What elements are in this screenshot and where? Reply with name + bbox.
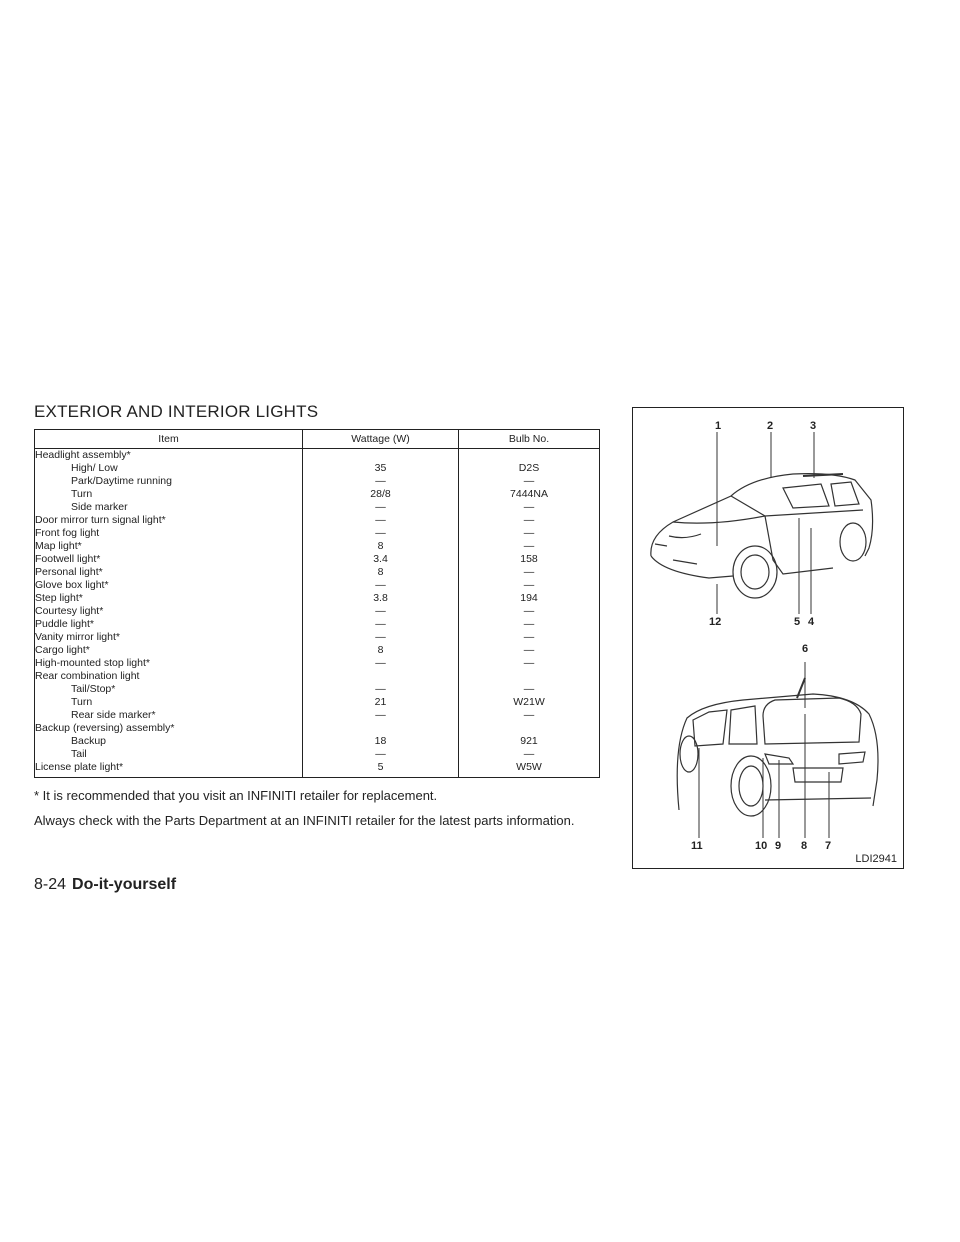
row-wattage: — [303, 748, 459, 761]
row-wattage: 8 [303, 566, 459, 579]
table-row [35, 709, 600, 722]
callout-9: 9 [775, 840, 782, 852]
row-wattage: 3.4 [303, 553, 459, 566]
callout-2: 2 [767, 420, 774, 432]
table-row [35, 566, 600, 579]
row-wattage: — [303, 527, 459, 540]
row-item: Rear combination light [35, 670, 140, 682]
row-bulb: — [459, 540, 600, 553]
row-item: Rear side marker* [71, 709, 156, 721]
row-wattage [303, 670, 459, 683]
row-item: Door mirror turn signal light* [35, 514, 166, 526]
row-bulb: — [459, 631, 600, 644]
table-row [35, 761, 600, 778]
callout-5: 5 [794, 616, 801, 628]
table-row [35, 618, 600, 631]
section-title: EXTERIOR AND INTERIOR LIGHTS [34, 402, 319, 421]
row-item: Tail [71, 748, 87, 760]
row-bulb: 158 [459, 553, 600, 566]
row-item: Map light* [35, 540, 82, 552]
row-item: Step light* [35, 592, 83, 604]
page-footer [34, 876, 176, 894]
row-wattage: — [303, 631, 459, 644]
page-number: 8-24 [34, 876, 67, 893]
row-item: Turn [71, 696, 93, 708]
table-row [35, 670, 600, 683]
row-wattage [303, 722, 459, 735]
row-bulb: D2S [459, 462, 600, 475]
row-item: Glove box light* [35, 579, 109, 591]
table-row [35, 462, 600, 475]
row-bulb: 921 [459, 735, 600, 748]
header-bulb: Bulb No. [459, 430, 600, 449]
row-wattage: 28/8 [303, 488, 459, 501]
row-bulb: — [459, 579, 600, 592]
table-row [35, 449, 600, 463]
row-item: License plate light* [35, 761, 124, 773]
row-wattage: 8 [303, 644, 459, 657]
figure-id: LDI2941 [855, 853, 897, 865]
row-wattage: — [303, 605, 459, 618]
header-item: Item [35, 430, 303, 449]
front-vehicle-body [651, 474, 873, 556]
table-row [35, 735, 600, 748]
row-wattage: — [303, 501, 459, 514]
vehicle-illustration [633, 408, 903, 868]
row-bulb: 7444NA [459, 488, 600, 501]
row-bulb: — [459, 501, 600, 514]
row-bulb: — [459, 618, 600, 631]
row-item: High-mounted stop light* [35, 657, 150, 669]
row-bulb: — [459, 527, 600, 540]
row-bulb [459, 722, 600, 735]
row-item: Vanity mirror light* [35, 631, 120, 643]
table-row [35, 696, 600, 709]
row-item: Side marker [71, 501, 128, 513]
table-row [35, 514, 600, 527]
table-row [35, 501, 600, 514]
row-wattage: — [303, 579, 459, 592]
row-item: Cargo light* [35, 644, 90, 656]
callout-8: 8 [801, 840, 808, 852]
row-item: Puddle light* [35, 618, 94, 630]
row-bulb: W21W [459, 696, 600, 709]
callout-1: 1 [715, 420, 722, 432]
table-row [35, 631, 600, 644]
row-bulb: — [459, 514, 600, 527]
lights-table [34, 429, 600, 778]
row-bulb: — [459, 644, 600, 657]
row-item: Park/Daytime running [71, 475, 172, 487]
table-row [35, 683, 600, 696]
callout-4: 4 [808, 616, 815, 628]
callout-11: 11 [691, 840, 703, 852]
table-row [35, 748, 600, 761]
callout-10: 10 [755, 840, 768, 852]
row-item: Courtesy light* [35, 605, 104, 617]
table-row [35, 657, 600, 670]
table-row [35, 488, 600, 501]
table-row [35, 527, 600, 540]
row-wattage: — [303, 657, 459, 670]
row-wattage: — [303, 618, 459, 631]
table-row [35, 592, 600, 605]
callout-7: 7 [825, 840, 832, 852]
callout-12: 12 [709, 616, 722, 628]
rear-vehicle-body [677, 694, 878, 810]
table-row [35, 722, 600, 735]
row-wattage: 21 [303, 696, 459, 709]
table-row [35, 475, 600, 488]
table-row [35, 553, 600, 566]
parts-note: Always check with the Parts Department at an INFINITI retailer for the latest parts information. [34, 813, 575, 828]
row-item: Front fog light [35, 527, 100, 539]
row-wattage: 35 [303, 462, 459, 475]
row-item: Personal light* [35, 566, 103, 578]
table-header-row [35, 430, 600, 449]
row-bulb: — [459, 605, 600, 618]
row-bulb: — [459, 566, 600, 579]
row-bulb: — [459, 683, 600, 696]
header-wattage: Wattage (W) [303, 430, 459, 449]
vehicle-light-locations-figure [632, 407, 904, 869]
row-item: Backup [71, 735, 107, 747]
row-item: Headlight assembly* [35, 449, 131, 461]
row-wattage: 8 [303, 540, 459, 553]
row-wattage: — [303, 475, 459, 488]
row-bulb: W5W [459, 761, 600, 778]
callout-3: 3 [810, 420, 817, 432]
row-bulb [459, 449, 600, 463]
row-wattage: — [303, 514, 459, 527]
row-item: High/ Low [71, 462, 118, 474]
table-row [35, 579, 600, 592]
row-wattage: 18 [303, 735, 459, 748]
row-wattage: — [303, 709, 459, 722]
footer-section-name: Do-it-yourself [72, 876, 177, 893]
table-row [35, 644, 600, 657]
table-row [35, 605, 600, 618]
row-item: Tail/Stop* [71, 683, 116, 695]
row-bulb: — [459, 709, 600, 722]
row-item: Turn [71, 488, 93, 500]
row-bulb: — [459, 748, 600, 761]
row-wattage: 5 [303, 761, 459, 778]
row-wattage [303, 449, 459, 463]
retailer-note: * It is recommended that you visit an INFINITI retailer for replacement. [34, 788, 438, 803]
row-bulb: 194 [459, 592, 600, 605]
row-item: Backup (reversing) assembly* [35, 722, 175, 734]
row-bulb [459, 670, 600, 683]
table-row [35, 540, 600, 553]
row-bulb: — [459, 657, 600, 670]
callout-6: 6 [802, 643, 809, 655]
row-item: Footwell light* [35, 553, 101, 565]
row-bulb: — [459, 475, 600, 488]
row-wattage: 3.8 [303, 592, 459, 605]
row-wattage: — [303, 683, 459, 696]
